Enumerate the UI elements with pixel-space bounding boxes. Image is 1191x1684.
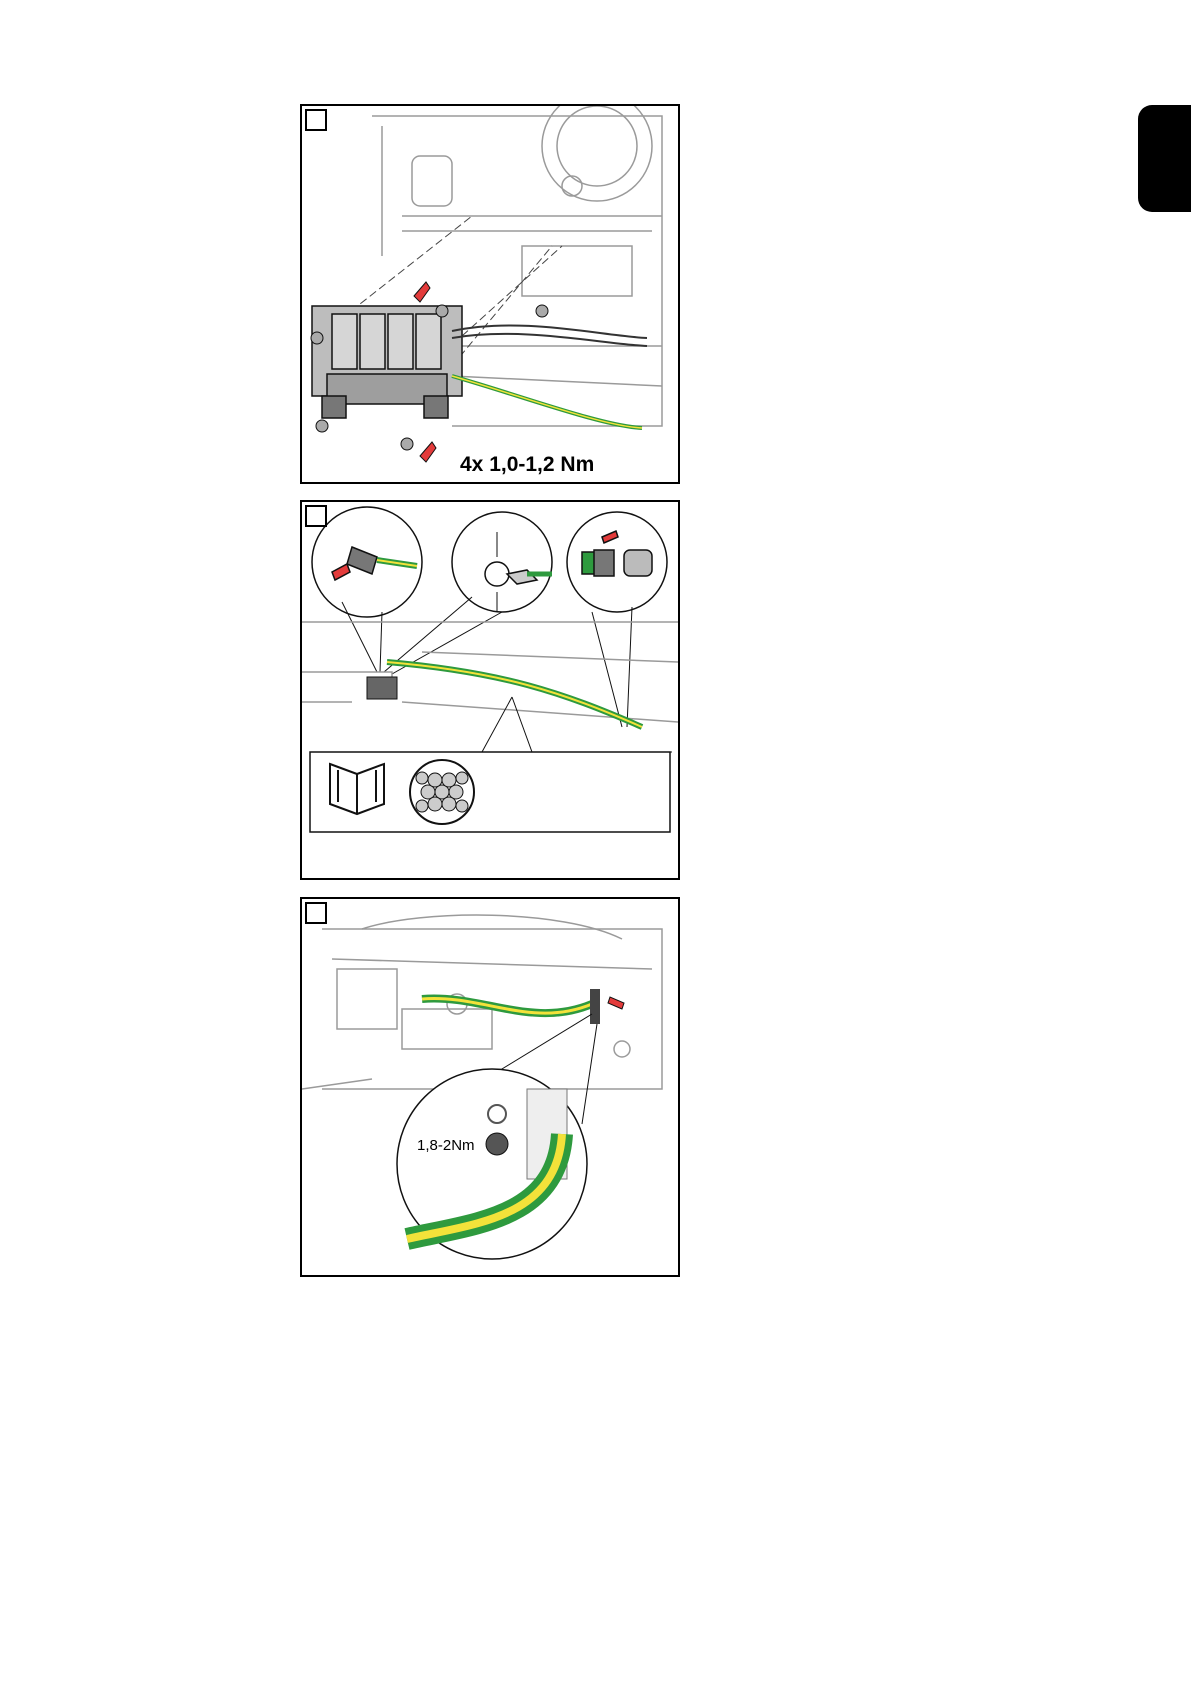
step-2-checkbox [305, 505, 327, 527]
step-2-illustration [302, 502, 678, 878]
step-3-torque-label: 1,8-2Nm [417, 1137, 475, 1154]
step-2-panel [300, 500, 680, 880]
step-1-panel [300, 104, 680, 484]
step-3-panel [300, 897, 680, 1277]
step-3-illustration [302, 899, 678, 1275]
detail-circle-ferrule [567, 512, 667, 612]
surge-protection-module [312, 306, 462, 418]
detail-circle-crimp [312, 507, 422, 617]
chapter-tab [1138, 105, 1191, 212]
detail-circle-ring-lug [452, 512, 552, 612]
stranded-wire-cross-section-icon [410, 760, 474, 824]
step-1-checkbox [305, 109, 327, 131]
red-direction-arrow-icon [608, 997, 624, 1009]
step-1-illustration [302, 106, 678, 482]
detail-circle-ground-terminal [397, 1069, 587, 1259]
step-1-torque-label: 4x 1,0-1,2 Nm [460, 453, 595, 476]
step-3-checkbox [305, 902, 327, 924]
